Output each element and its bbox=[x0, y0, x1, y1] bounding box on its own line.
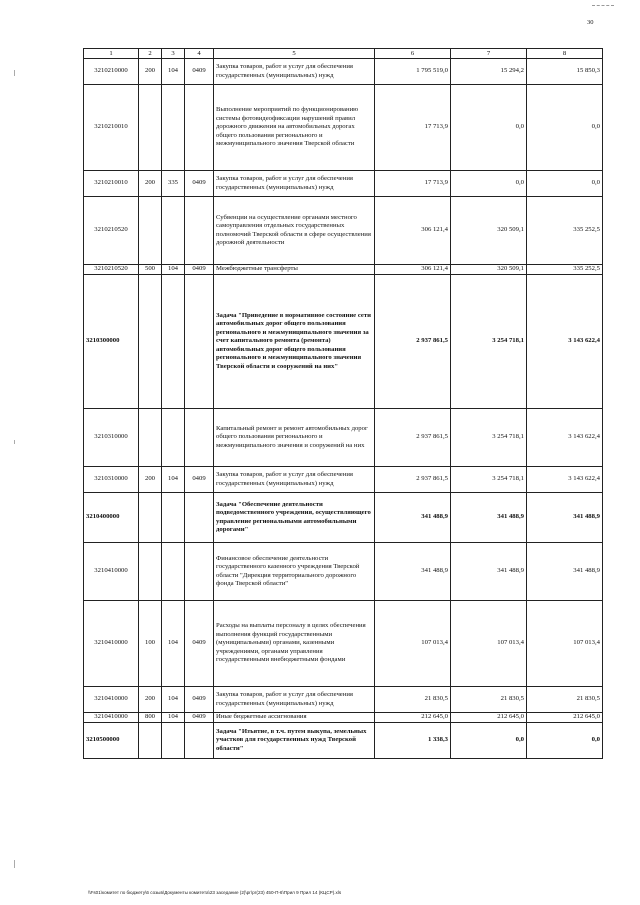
row-value-cell: 2 937 861,5 bbox=[375, 275, 451, 409]
row-col4-cell bbox=[185, 723, 214, 759]
table-row bbox=[84, 713, 603, 723]
row-value-cell: 320 509,1 bbox=[451, 197, 527, 265]
row-col4-cell: 0409 bbox=[185, 265, 214, 275]
row-value-cell: 3 254 718,1 bbox=[451, 467, 527, 493]
row-col3-cell bbox=[162, 275, 185, 409]
row-value-cell: 3 254 718,1 bbox=[451, 275, 527, 409]
row-name-cell: Финансовое обеспечение деятельности государственного казенного учреждения Тверской области "Дирекция территориального дорожного фонда Тверской области" bbox=[214, 543, 375, 601]
row-col2-cell: 200 bbox=[139, 687, 162, 713]
row-code-cell: 3210410000 bbox=[84, 601, 139, 687]
scan-mark bbox=[592, 5, 614, 6]
row-col4-cell bbox=[185, 197, 214, 265]
row-col3-cell bbox=[162, 493, 185, 543]
row-value-cell: 2 937 861,5 bbox=[375, 467, 451, 493]
row-code-cell: 3210410000 bbox=[84, 687, 139, 713]
row-value-cell: 17 713,9 bbox=[375, 85, 451, 171]
row-value-cell: 3 143 622,4 bbox=[527, 467, 603, 493]
row-col4-cell: 0409 bbox=[185, 687, 214, 713]
table-row bbox=[84, 85, 603, 171]
row-value-cell: 15 294,2 bbox=[451, 59, 527, 85]
row-value-cell: 341 488,9 bbox=[451, 543, 527, 601]
margin-mark bbox=[14, 70, 15, 76]
row-value-cell: 0,0 bbox=[527, 85, 603, 171]
row-col3-cell: 104 bbox=[162, 467, 185, 493]
row-value-cell: 306 121,4 bbox=[375, 265, 451, 275]
row-code-cell: 3210410000 bbox=[84, 713, 139, 723]
row-col2-cell bbox=[139, 493, 162, 543]
row-col3-cell: 104 bbox=[162, 713, 185, 723]
row-value-cell: 21 830,5 bbox=[527, 687, 603, 713]
row-col3-cell: 104 bbox=[162, 687, 185, 713]
header-cell: 4 bbox=[185, 49, 214, 59]
row-col3-cell bbox=[162, 197, 185, 265]
row-value-cell: 341 488,9 bbox=[375, 543, 451, 601]
row-col2-cell: 200 bbox=[139, 171, 162, 197]
row-name-cell: Межбюджетные трансферты bbox=[214, 265, 375, 275]
row-code-cell: 3210310000 bbox=[84, 409, 139, 467]
row-value-cell: 17 713,9 bbox=[375, 171, 451, 197]
table-row bbox=[84, 543, 603, 601]
table-row bbox=[84, 265, 603, 275]
header-cell: 8 bbox=[527, 49, 603, 59]
header-cell: 5 bbox=[214, 49, 375, 59]
row-col2-cell bbox=[139, 409, 162, 467]
row-col4-cell: 0409 bbox=[185, 601, 214, 687]
row-code-cell: 3210210010 bbox=[84, 85, 139, 171]
row-value-cell: 21 830,5 bbox=[451, 687, 527, 713]
row-value-cell: 107 013,4 bbox=[527, 601, 603, 687]
header-cell: 7 bbox=[451, 49, 527, 59]
row-value-cell: 15 850,3 bbox=[527, 59, 603, 85]
row-code-cell: 3210300000 bbox=[84, 275, 139, 409]
margin-mark bbox=[14, 440, 15, 444]
row-value-cell: 341 488,9 bbox=[451, 493, 527, 543]
row-code-cell: 3210310000 bbox=[84, 467, 139, 493]
row-value-cell: 0,0 bbox=[451, 171, 527, 197]
row-col4-cell: 0409 bbox=[185, 467, 214, 493]
row-name-cell: Иные бюджетные ассигнования bbox=[214, 713, 375, 723]
row-name-cell: Закупка товаров, работ и услуг для обеспечения государственных (муниципальных) нужд bbox=[214, 467, 375, 493]
row-name-cell: Капитальный ремонт и ремонт автомобильных дорог общего пользования регионального и межмуниципального значения и сооружений на них bbox=[214, 409, 375, 467]
row-value-cell: 335 252,5 bbox=[527, 197, 603, 265]
row-col4-cell bbox=[185, 543, 214, 601]
table-row bbox=[84, 171, 603, 197]
row-col2-cell bbox=[139, 85, 162, 171]
row-col3-cell bbox=[162, 409, 185, 467]
row-col3-cell bbox=[162, 543, 185, 601]
row-value-cell: 212 645,0 bbox=[375, 713, 451, 723]
margin-mark bbox=[14, 860, 15, 868]
row-col4-cell: 0409 bbox=[185, 59, 214, 85]
row-col4-cell: 0409 bbox=[185, 171, 214, 197]
row-value-cell: 341 488,9 bbox=[527, 543, 603, 601]
row-code-cell: 3210400000 bbox=[84, 493, 139, 543]
row-col2-cell: 500 bbox=[139, 265, 162, 275]
table-row bbox=[84, 275, 603, 409]
row-name-cell: Субвенции на осуществление органами местного самоуправления отдельных государственных полномочий Тверской области в сфере осуществления дорожной деятельности bbox=[214, 197, 375, 265]
row-col2-cell: 200 bbox=[139, 59, 162, 85]
row-code-cell: 3210210520 bbox=[84, 265, 139, 275]
row-col3-cell: 104 bbox=[162, 601, 185, 687]
row-col3-cell: 335 bbox=[162, 171, 185, 197]
table-row bbox=[84, 197, 603, 265]
row-value-cell: 107 013,4 bbox=[375, 601, 451, 687]
row-col2-cell bbox=[139, 275, 162, 409]
row-name-cell: Выполнение мероприятий по функционированию системы фотовидеофиксации нарушений правил дорожного движения на автомобильных дорогах общего пользования регионального и межмуниципального значения Тверской области bbox=[214, 85, 375, 171]
row-col4-cell bbox=[185, 275, 214, 409]
header-cell: 3 bbox=[162, 49, 185, 59]
table-row bbox=[84, 493, 603, 543]
table-row bbox=[84, 687, 603, 713]
row-col2-cell bbox=[139, 723, 162, 759]
row-value-cell: 0,0 bbox=[527, 171, 603, 197]
row-col2-cell bbox=[139, 543, 162, 601]
row-value-cell: 212 645,0 bbox=[527, 713, 603, 723]
row-col4-cell bbox=[185, 85, 214, 171]
row-value-cell: 212 645,0 bbox=[451, 713, 527, 723]
row-value-cell: 3 254 718,1 bbox=[451, 409, 527, 467]
page-number: 30 bbox=[587, 19, 594, 26]
table-row bbox=[84, 601, 603, 687]
header-cell: 2 bbox=[139, 49, 162, 59]
row-name-cell: Задача "Изъятие, в т.ч. путем выкупа, земельных участков для государственных нужд Тверской области" bbox=[214, 723, 375, 759]
row-code-cell: 3210210000 bbox=[84, 59, 139, 85]
row-value-cell: 320 509,1 bbox=[451, 265, 527, 275]
row-value-cell: 306 121,4 bbox=[375, 197, 451, 265]
row-name-cell: Закупка товаров, работ и услуг для обеспечения государственных (муниципальных) нужд bbox=[214, 687, 375, 713]
row-name-cell: Закупка товаров, работ и услуг для обеспечения государственных (муниципальных) нужд bbox=[214, 171, 375, 197]
row-value-cell: 0,0 bbox=[451, 723, 527, 759]
row-col4-cell bbox=[185, 493, 214, 543]
header-cell: 1 bbox=[84, 49, 139, 59]
table-row bbox=[84, 409, 603, 467]
row-name-cell: Задача "Приведение в нормативное состояние сети автомобильных дорог общего пользования регионального и межмуниципального значения за счет капитального ремонта (ремонта) автомобильных дорог общего пользования регионального и межмуниципального значения Тверской области и сооружений на них" bbox=[214, 275, 375, 409]
table-row bbox=[84, 467, 603, 493]
row-value-cell: 0,0 bbox=[451, 85, 527, 171]
table-row bbox=[84, 59, 603, 85]
table-row bbox=[84, 723, 603, 759]
row-col3-cell: 104 bbox=[162, 265, 185, 275]
budget-table bbox=[83, 48, 603, 759]
row-name-cell: Расходы на выплаты персоналу в целях обеспечения выполнения функций государственными (муниципальными) органами, казенными учреждениями, органами управления государственными внебюджетными фондами bbox=[214, 601, 375, 687]
row-code-cell: 3210500000 bbox=[84, 723, 139, 759]
row-col2-cell: 800 bbox=[139, 713, 162, 723]
row-code-cell: 3210210520 bbox=[84, 197, 139, 265]
row-value-cell: 341 488,9 bbox=[527, 493, 603, 543]
row-col3-cell: 104 bbox=[162, 59, 185, 85]
row-col3-cell bbox=[162, 723, 185, 759]
header-cell: 6 bbox=[375, 49, 451, 59]
row-col2-cell: 200 bbox=[139, 467, 162, 493]
row-value-cell: 1 795 519,0 bbox=[375, 59, 451, 85]
row-value-cell: 335 252,5 bbox=[527, 265, 603, 275]
row-col4-cell bbox=[185, 409, 214, 467]
row-value-cell: 1 338,3 bbox=[375, 723, 451, 759]
row-value-cell: 3 143 622,4 bbox=[527, 409, 603, 467]
row-code-cell: 3210210010 bbox=[84, 171, 139, 197]
row-value-cell: 107 013,4 bbox=[451, 601, 527, 687]
row-col2-cell bbox=[139, 197, 162, 265]
row-name-cell: Закупка товаров, работ и услуг для обеспечения государственных (муниципальных) нужд bbox=[214, 59, 375, 85]
row-value-cell: 0,0 bbox=[527, 723, 603, 759]
row-value-cell: 341 488,9 bbox=[375, 493, 451, 543]
table-header-row bbox=[84, 49, 603, 59]
row-col2-cell: 100 bbox=[139, 601, 162, 687]
file-path-footer: \\Fs01\комитет по бюджету\6 созыв\Документы комитета\23 заседание (2)\рг\рг(23) 450-П-6\Прил 9 Прил 14 (КЦСР).xls bbox=[88, 890, 342, 895]
row-value-cell: 3 143 622,4 bbox=[527, 275, 603, 409]
row-col3-cell bbox=[162, 85, 185, 171]
row-col4-cell: 0409 bbox=[185, 713, 214, 723]
row-code-cell: 3210410000 bbox=[84, 543, 139, 601]
row-value-cell: 21 830,5 bbox=[375, 687, 451, 713]
row-value-cell: 2 937 861,5 bbox=[375, 409, 451, 467]
row-name-cell: Задача "Обеспечение деятельности подведомственного учреждения, осуществляющего управление региональными автомобильными дорогами" bbox=[214, 493, 375, 543]
